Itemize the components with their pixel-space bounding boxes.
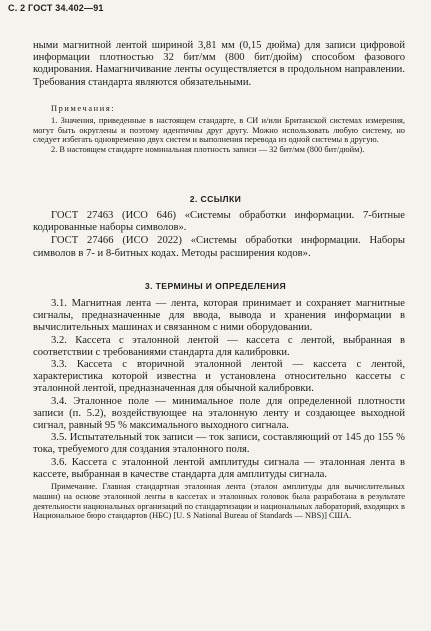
section-2-title: 2. ССЫЛКИ — [189, 194, 242, 204]
section-2-block — [33, 210, 405, 260]
section-3-note: Примечание. Главная стандартная эталонная лента (эталон амплитуды для вычислительных машин) на основе эталонной ленты в кассетах и эталонных головок была разработана в результате деятельности национальных организаций по стандартизации и национальных лабораторий, входящих в Национальное бюро стандартов (НБС) [U. S National Bureau of Standards — NBS)] США. — [33, 482, 405, 521]
section-3-block — [33, 298, 405, 521]
section-3-title: 3. ТЕРМИНЫ И ОПРЕДЕЛЕНИЯ — [144, 281, 287, 291]
page-header: С. 2 ГОСТ 34.402—91 — [8, 3, 104, 13]
intro-paragraph: ными магнитной лентой шириной 3,81 мм (0,15 дюйма) для записи цифровой информации плотностью 32 бит/мм (800 бит/дюйм) способом фазового кодирования. Намагничивание ленты осуществляется в продольном направлении. Требования стандарта являются обязательными. — [33, 40, 405, 88]
intro-block — [33, 40, 405, 89]
definition-3-1: 3.1. Магнитная лента — лента, которая принимает и сохраняет магнитные сигналы, предназначенные для ввода, вывода и хранения информации в вычислительных машинах и связанном с ними оборудовании. — [33, 298, 405, 334]
reference-2: ГОСТ 27466 (ИСО 2022) «Системы обработки информации. Наборы символов в 7- и 8-битных кодах. Методы расширения кодов». — [33, 235, 405, 259]
definition-3-4: 3.4. Эталонное поле — минимальное поле для определенной плотности записи (п. 5.2), воздействующее на эталонную ленту и создающее выходной сигнал, равный 95 % максимального выходного сигнала. — [33, 395, 405, 432]
notes-block — [33, 104, 405, 155]
definition-3-2: 3.2. Кассета с эталонной лентой — кассета с лентой, выбранная в соответствии с требованиями стандарта для калибровки. — [33, 334, 405, 358]
definition-3-5: 3.5. Испытательный ток записи — ток записи, составляющий от 145 до 155 % тока, требуемого для создания эталонного поля. — [33, 432, 405, 456]
note-1: 1. Значения, приведенные в настоящем стандарте, в СИ и/или Британской системах измерения, могут быть округлены и поэтому идентичны друг другу. Можно использовать любую систему, но следует избегать одновременно двух систем и выполнения перевода из одной системы в другую. — [33, 115, 405, 145]
definition-3-6: 3.6. Кассета с эталонной лентой амплитуды сигнала — эталонная лента в кассете, выбранная в качестве стандарта для амплитуды сигнала. — [33, 456, 405, 480]
notes-label: Примечания: — [51, 104, 116, 113]
reference-1: ГОСТ 27463 (ИСО 646) «Системы обработки информации. 7-битные кодированные наборы символов». — [33, 210, 405, 234]
note-2: 2. В настоящем стандарте номинальная плотность записи — 32 бит/мм (800 бит/дюйм). — [51, 145, 365, 155]
definition-3-3: 3.3. Кассета с вторичной эталонной лентой — кассета с лентой, характеристика которой известна и установлена относительно кассеты с эталонной лентой, предназначенная для обычной калибровки. — [33, 359, 405, 395]
